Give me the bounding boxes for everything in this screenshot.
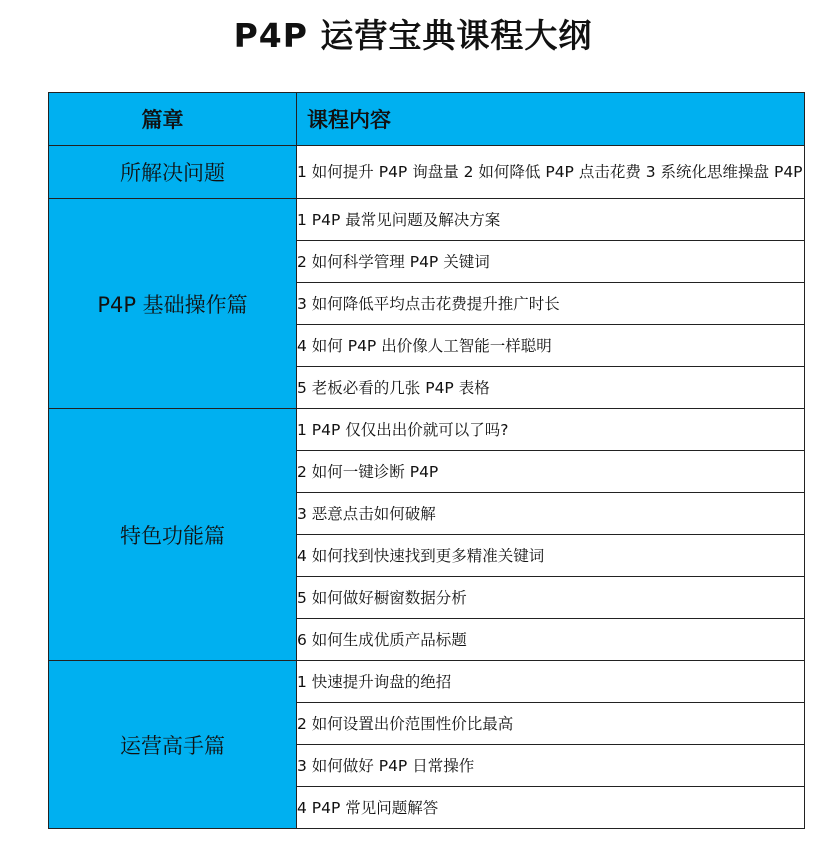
header-row: [49, 93, 805, 146]
course-item: 5 老板必看的几张 P4P 表格: [297, 367, 805, 409]
course-outline-table: [48, 92, 805, 829]
header-chapter: 篇章: [49, 93, 297, 146]
table-row: [49, 409, 805, 451]
table-row: [49, 146, 805, 199]
course-item: 2 如何科学管理 P4P 关键词: [297, 241, 805, 283]
course-item: 3 如何做好 P4P 日常操作: [297, 745, 805, 787]
course-item: 4 如何找到快速找到更多精准关键词: [297, 535, 805, 577]
section-basic-operations: P4P 基础操作篇: [49, 199, 297, 409]
course-item: 1 快速提升询盘的绝招: [297, 661, 805, 703]
table-row: [49, 661, 805, 703]
course-item: 2 如何一键诊断 P4P: [297, 451, 805, 493]
course-item: 1 如何提升 P4P 询盘量 2 如何降低 P4P 点击花费 3 系统化思维操盘 P4P: [297, 146, 805, 199]
section-problems: 所解决问题: [49, 146, 297, 199]
header-content: 课程内容: [297, 93, 805, 146]
course-item: 1 P4P 仅仅出出价就可以了吗?: [297, 409, 805, 451]
table-row: [49, 199, 805, 241]
course-item: 2 如何设置出价范围性价比最高: [297, 703, 805, 745]
course-item: 4 如何 P4P 出价像人工智能一样聪明: [297, 325, 805, 367]
course-item: 4 P4P 常见问题解答: [297, 787, 805, 829]
course-item: 5 如何做好橱窗数据分析: [297, 577, 805, 619]
section-expert-operations: 运营高手篇: [49, 661, 297, 829]
section-special-features: 特色功能篇: [49, 409, 297, 661]
course-item: 3 如何降低平均点击花费提升推广时长: [297, 283, 805, 325]
course-item: 6 如何生成优质产品标题: [297, 619, 805, 661]
course-item: 1 P4P 最常见问题及解决方案: [297, 199, 805, 241]
course-item: 3 恶意点击如何破解: [297, 493, 805, 535]
page-title: P4P 运营宝典课程大纲: [233, 16, 593, 55]
